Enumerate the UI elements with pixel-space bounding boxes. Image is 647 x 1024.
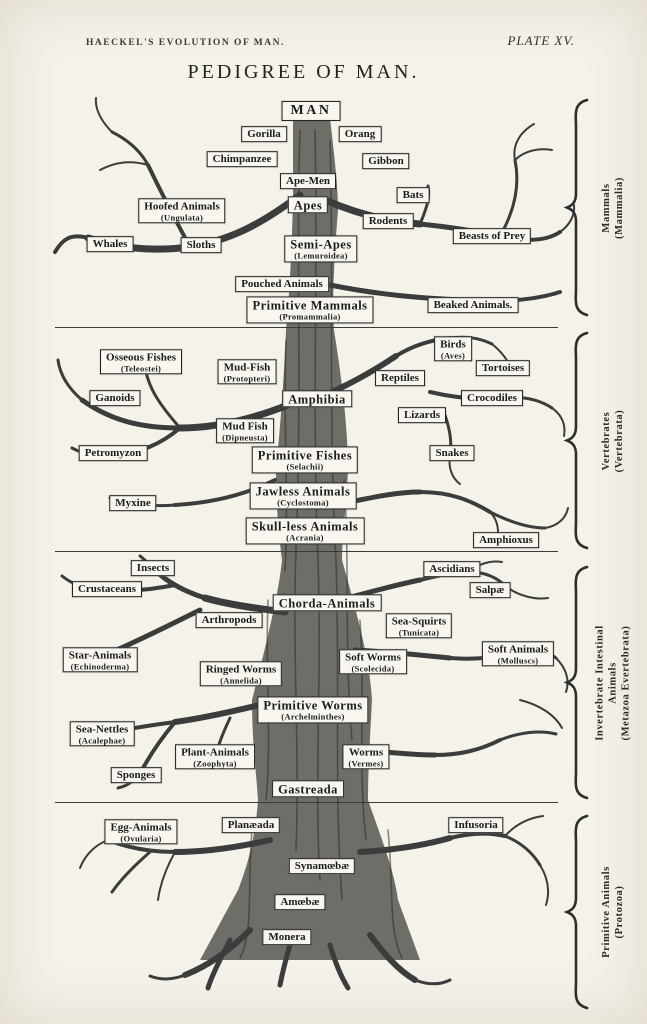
taxon-name: Tortoises [481,362,525,375]
group-label-line: Mammals [600,182,612,233]
taxon-latin-name: (Cyclostoma) [277,497,329,508]
taxon-name: Bats [402,189,424,202]
taxon-latin-name: (Lemuroidea) [294,250,348,261]
plate-title: PEDIGREE OF MAN. [187,61,420,83]
taxon-name: Semi-Apes [290,237,352,252]
taxon-latin-name: (Vermes) [348,757,384,768]
tree-branch-stroke [514,124,534,160]
taxon-name: Ringed Worms [205,663,277,676]
taxon-name: Jawless Animals [255,484,351,499]
taxon-name: Orang [344,128,376,141]
taxon-name: Crustaceans [77,583,137,596]
group-label-mammals [600,78,626,338]
taxon-name: Chorda-Animals [278,596,376,611]
taxon-label-pouched-animals [235,276,329,292]
taxon-name: Osseous Fishes [106,351,176,364]
tree-branch-stroke [112,852,150,892]
group-label-line: Animals [607,661,619,704]
tree-branch-stroke [505,836,540,865]
tree-branch-stroke [500,160,517,236]
taxon-name: Whales [92,238,128,251]
taxon-label-sloths [181,237,222,253]
tree-branch-stroke [552,408,565,436]
taxon-label-osseous-fishes [100,349,182,374]
tree-branch-stroke [96,98,112,132]
running-title: HAECKEL'S EVOLUTION OF MAN. [86,38,285,48]
taxon-label-worms [342,744,389,769]
taxon-latin-name: (Annelida) [220,674,262,685]
tree-branch-stroke [100,162,148,170]
group-brace-primitive-animals [567,816,587,1008]
tree-branch-stroke [158,852,175,900]
taxon-name: Reptiles [381,372,419,385]
taxon-label-birds [434,336,472,361]
taxon-name: Primitive Fishes [257,448,353,463]
taxon-latin-name: (Ungulata) [160,211,204,222]
taxon-label-beasts-of-prey [453,228,531,244]
taxon-label-infusoria [448,817,503,833]
group-label-line: (Mammalia) [614,176,625,239]
taxon-label-man [282,101,341,121]
taxon-name: Sea-Nettles [75,723,129,736]
taxon-label-ape-men [280,173,336,189]
taxon-label-whales [87,236,134,252]
taxon-label-am-b [274,894,325,910]
group-brace-invertebrate-intestinal-animals [567,567,587,798]
taxon-label-primitive-fishes [252,446,358,473]
taxon-label-amphioxus [473,532,539,548]
taxon-name: Sponges [116,769,156,782]
taxon-name: Apes [293,198,323,213]
tier-divider-2 [55,551,558,552]
taxon-label-gorilla [241,126,287,142]
group-label-line: (Metazoa Evertebrata) [620,625,632,740]
taxon-name: Gastreada [278,782,338,797]
taxon-label-gibbon [362,153,409,169]
taxon-name: Chimpanzee [212,153,272,166]
taxon-name: Insects [136,562,170,575]
tree-branch-stroke [420,492,490,512]
tree-branch-stroke [146,372,180,428]
taxon-name: Petromyzon [84,447,142,460]
taxon-label-chorda-animals [273,594,382,611]
taxon-name: Ganoids [95,392,135,405]
taxon-name: Skull-less Animals [251,519,359,534]
taxon-name: Beasts of Prey [458,230,526,243]
tier-divider-3 [55,802,558,803]
taxon-name: Hoofed Animals [144,200,220,213]
taxon-label-synam-b [289,858,355,874]
taxon-label-ringed-worms [200,661,282,686]
group-label-invertebrate-intestinal-animals [593,553,632,813]
taxon-name: Monera [268,931,306,944]
tier-divider-1 [55,327,558,328]
taxon-label-soft-animals [482,641,554,666]
taxon-latin-name: (Molluscs) [497,654,539,665]
taxon-label-tortoises [476,360,530,376]
tree-branch-stroke [508,588,548,599]
taxon-label-ganoids [89,390,140,406]
taxon-name: Gibbon [368,155,404,168]
tree-branch-stroke [450,834,505,838]
taxon-latin-name: (Teleostei) [120,362,162,373]
taxon-name: Mud Fish [222,420,268,433]
taxon-name: Infusoria [454,819,498,832]
taxon-latin-name: (Acrania) [286,532,324,543]
taxon-latin-name: (Protopteri) [223,372,271,383]
taxon-name: Rodents [368,215,408,228]
taxon-name: Amphibia [288,392,346,407]
tree-branch-stroke [55,236,88,252]
taxon-label-skull-less-animals [246,517,365,544]
taxon-name: Salpæ [475,584,505,597]
taxon-name: Snakes [435,447,469,460]
taxon-latin-name: (Acalephae) [78,734,126,745]
taxon-label-mud-fish [218,359,277,384]
taxon-label-jawless-animals [250,482,357,509]
taxon-label-primitive-worms [257,696,368,723]
taxon-name: Planæada [227,819,275,832]
tree-branch-stroke [545,508,568,528]
taxon-label-orang [339,126,382,142]
taxon-label-hoofed-animals [138,198,225,223]
taxon-label-egg-animals [104,819,177,844]
taxon-label-arthropods [196,612,263,628]
taxon-label-myxine [109,495,156,511]
taxon-name: Birds [440,338,466,351]
taxon-name: Arthropods [201,614,257,627]
tree-branch-stroke [515,149,552,160]
taxon-label-mud-fish [216,418,274,443]
taxon-label-sponges [111,767,162,783]
taxon-name: Soft Animals [487,643,549,656]
taxon-label-gastreada [272,780,344,797]
group-label-line: Vertebrates [600,411,612,470]
group-label-line: Primitive Animals [600,866,612,958]
taxon-name: Lizards [403,409,441,422]
taxon-label-lizards [398,407,446,423]
taxon-label-insects [131,560,175,576]
taxon-name: Synamœbæ [294,860,350,873]
group-label-primitive-animals [600,782,626,1024]
group-brace-mammals [567,100,587,315]
taxon-name: Ascidians [429,563,475,576]
taxon-label-semi-apes [284,235,357,262]
tree-branch-stroke [150,975,185,979]
taxon-name: Egg-Animals [110,821,172,834]
taxon-name: Soft Worms [345,651,401,664]
taxon-label-plant-animals [175,744,255,769]
group-label-line: (Protozoa) [614,885,625,939]
group-label-vertebrates [600,311,626,571]
plate-number: PLATE XV. [507,33,575,48]
taxon-name: Sea-Squirts [391,615,447,628]
taxon-name: Pouched Animals [241,278,323,291]
taxon-latin-name: (Promammalia) [279,311,341,322]
taxon-name: Crocodiles [467,392,517,405]
taxon-label-sea-nettles [70,721,135,746]
taxon-name: Amphioxus [479,534,533,547]
taxon-latin-name: (Archelminthes) [281,711,345,722]
taxon-name: MAN [290,102,332,118]
taxon-name: Beaked Animals. [433,299,513,312]
taxon-label-soft-worms [339,649,407,674]
taxon-label-crocodiles [461,390,523,406]
tree-branch-stroke [58,360,82,400]
taxon-label-primitive-mammals [246,296,373,323]
taxon-latin-name: (Aves) [440,349,466,360]
taxon-name: Myxine [115,497,151,510]
taxon-label-salp [470,582,511,598]
group-label-line: (Vertebrata) [614,409,625,472]
group-brace-vertebrates [567,333,587,548]
tree-branch-stroke [435,740,500,755]
tree-branch-stroke [112,610,200,652]
taxon-label-ascidians [423,561,480,577]
taxon-name: Sloths [186,239,216,252]
taxon-name: Mud-Fish [223,361,271,374]
taxon-name: Ape-Men [286,175,330,188]
taxon-latin-name: (Ovularia) [120,832,162,843]
taxon-name: Worms [348,746,384,759]
taxon-name: Primitive Worms [263,698,363,713]
taxon-label-bats [397,187,430,203]
taxon-label-star-animals [63,647,138,672]
taxon-latin-name: (Tunicata) [398,626,440,637]
taxon-label-reptiles [375,370,425,386]
tree-branch-stroke [142,722,175,770]
taxon-label-beaked-animals [428,297,519,313]
tree-branch-stroke [520,700,562,728]
tree-branch-stroke [500,732,556,740]
taxon-label-rodents [363,213,414,229]
tree-branch-stroke [415,980,450,984]
tree-branch-stroke [540,865,548,905]
tree-branch-stroke [556,658,568,692]
taxon-name: Star-Animals [68,649,132,662]
taxon-label-snakes [429,445,474,461]
tree-branch-stroke [505,816,543,836]
taxon-latin-name: (Echinoderma) [70,660,130,671]
taxon-name: Plant-Animals [181,746,249,759]
taxon-name: Primitive Mammals [252,298,368,313]
taxon-label-apes [288,196,328,213]
taxon-label-crustaceans [72,581,142,597]
tree-branch-stroke [112,132,148,165]
taxon-label-chimpanzee [207,151,278,167]
taxon-latin-name: (Selachii) [286,461,324,472]
taxon-label-petromyzon [79,445,148,461]
taxon-latin-name: (Zoophyta) [193,757,237,768]
group-label-line: Invertebrate Intestinal [594,624,606,741]
taxon-name: Gorilla [247,128,281,141]
taxon-name: Amœbæ [280,896,320,909]
taxon-label-plan-ada [222,817,280,833]
taxon-latin-name: (Scolecida) [351,662,395,673]
taxon-latin-name: (Dipneusta) [222,431,268,442]
taxon-label-sea-squirts [386,613,452,638]
taxon-label-monera [262,929,311,945]
taxon-label-amphibia [282,390,352,407]
